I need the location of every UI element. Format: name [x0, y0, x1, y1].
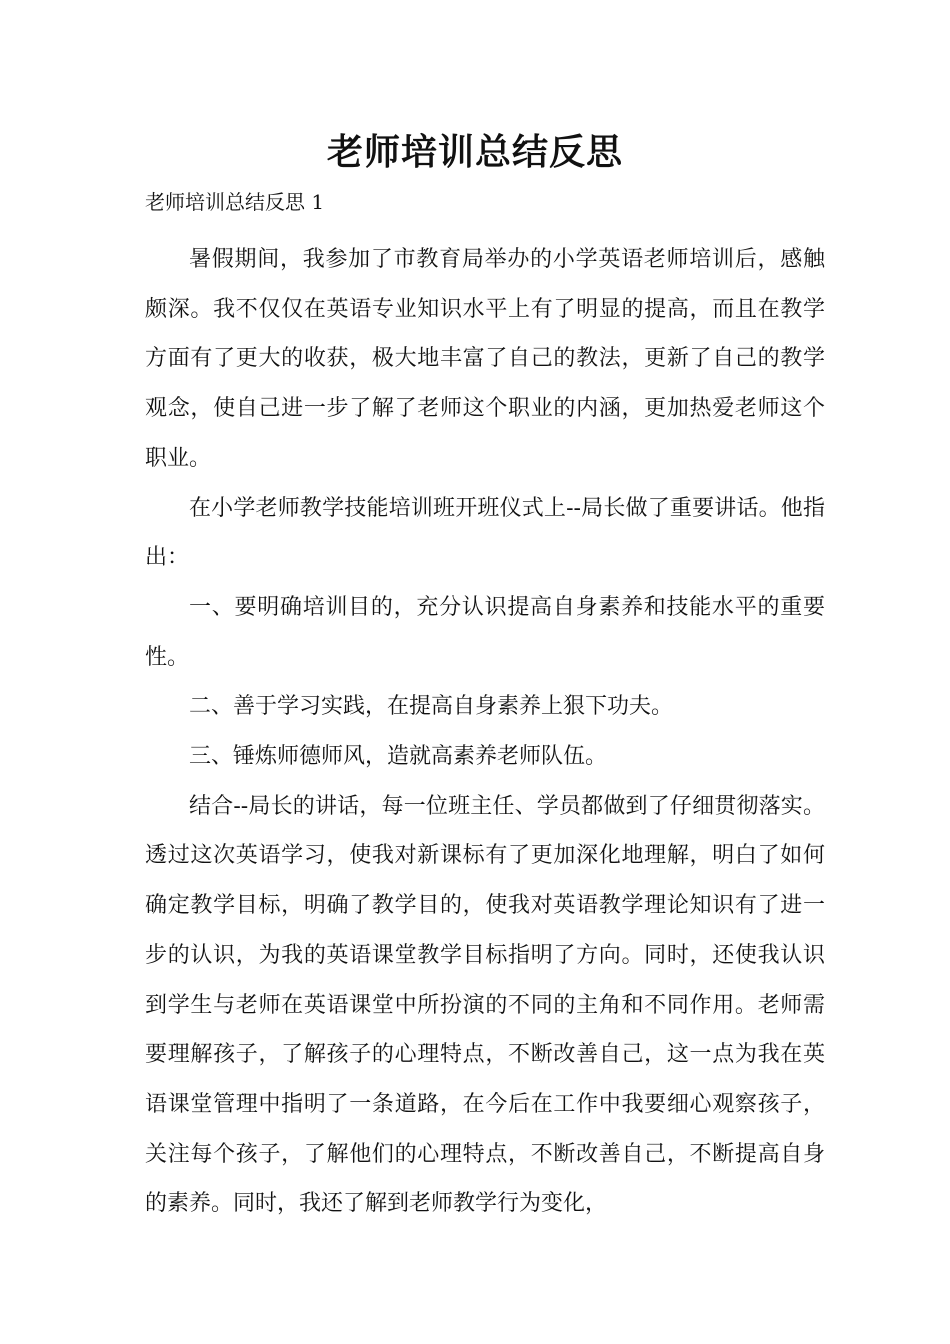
section-heading: 老师培训总结反思 1	[145, 190, 325, 214]
paragraph-point-2: 二、善于学习实践，在提高自身素养上狠下功夫。	[189, 694, 674, 720]
paragraph-point-1: 一、要明确培训目的，充分认识提高自身素养和技能水平的重要性。	[145, 594, 825, 670]
document-title: 老师培训总结反思	[326, 131, 623, 173]
paragraph-speech: 在小学老师教学技能培训班开班仪式上--局长做了重要讲话。他指出：	[145, 495, 825, 571]
paragraph-intro: 暑假期间，我参加了市教育局举办的小学英语老师培训后，感触颇深。我不仅仅在英语专业知识水平上有了明显的提高，而且在教学方面有了更大的收获，极大地丰富了自己的教法，更新了自己的教学观念，使自己进一步了解了老师这个职业的内涵，更加热爱老师这个职业。	[145, 247, 825, 471]
paragraph-reflection: 结合--局长的讲话，每一位班主任、学员都做到了仔细贯彻落实。透过这次英语学习，使我对新课标有了更加深化地理解，明白了如何确定教学目标，明确了教学目的，使我对英语教学理论知识有了进一步的认识，为我的英语课堂教学目标指明了方向。同时，还使我认识到学生与老师在英语课堂中所扮演的不同的主角和不同作用。老师需要理解孩子，了解孩子的心理特点，不断改善自己，这一点为我在英语课堂管理中指明了一条道路，在今后在工作中我要细心观察孩子，关注每个孩子，了解他们的心理特点，不断改善自己，不断提高自身的素养。同时，我还了解到老师教学行为变化，	[145, 793, 825, 1217]
paragraph-point-3: 三、锤炼师德师风，造就高素养老师队伍。	[189, 744, 608, 770]
document-body	[145, 235, 825, 1229]
